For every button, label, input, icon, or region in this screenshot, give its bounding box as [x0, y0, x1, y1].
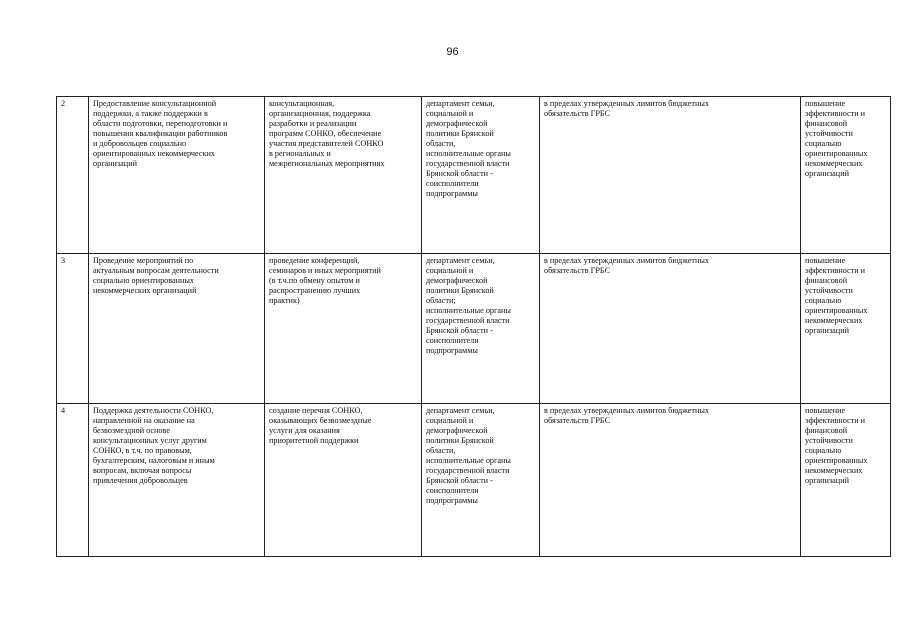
program-table — [56, 96, 891, 557]
row-number: 2 — [57, 97, 89, 254]
measure-result: повышение эффективности и финансовой устойчивости социально ориентированных некоммерческих организаций — [801, 97, 891, 254]
measure-name: Поддержка деятельности СОНКО, направленной на оказание на безвозмездной основе консультационных услуг другим СОНКО, в т.ч. по правовым, бухгалтерским, налоговым и иным вопросам, включая вопросы привлечения добровольцев — [89, 404, 265, 557]
measure-name: Проведение мероприятий по актуальным вопросам деятельности социально ориентированных некоммерческих организаций — [89, 254, 265, 404]
measure-executor: департамент семьи, социальной и демографической политики Брянской области; исполнительные органы государственной власти Брянской области - соисполнители подпрограммы — [422, 254, 540, 404]
measure-result: повышение эффективности и финансовой устойчивости социально ориентированных некоммерческих организаций — [801, 254, 891, 404]
measure-result: повышение эффективности и финансовой устойчивости социально ориентированных некоммерческих организаций — [801, 404, 891, 557]
measure-funding: в пределах утвержденных лимитов бюджетных обязательств ГРБС — [540, 97, 801, 254]
table-row — [57, 97, 891, 254]
measure-activity: консультационная, организационная, поддержка разработки и реализации программ СОНКО, обеспечение участия представителей СОНКО в региональных и межрегиональных мероприятиях — [265, 97, 422, 254]
measure-funding: в пределах утвержденных лимитов бюджетных обязательств ГРБС — [540, 254, 801, 404]
table-row — [57, 254, 891, 404]
row-number: 4 — [57, 404, 89, 557]
measure-activity: создание перечня СОНКО, оказывающих безвозмездные услуги для оказания приоритетной поддержки — [265, 404, 422, 557]
page-number: 96 — [446, 46, 459, 58]
measure-name: Предоставление консультационной поддержки, а также поддержки в области подготовки, переподготовки и повышения квалификации работников и добровольцев социально ориентированных некоммерческих организаций — [89, 97, 265, 254]
measure-executor: департамент семьи, социальной и демографической политики Брянской области, исполнительные органы государственной власти Брянской области - соисполнители подпрограммы — [422, 404, 540, 557]
row-number: 3 — [57, 254, 89, 404]
measure-activity: проведение конференций, семинаров и иных мероприятий (в т.ч.по обмену опытом и распространению лучших практик) — [265, 254, 422, 404]
measure-funding: в пределах утвержденных лимитов бюджетных обязательств ГРБС — [540, 404, 801, 557]
measure-executor: департамент семьи, социальной и демографической политики Брянской области, исполнительные органы государственной власти Брянской области - соисполнители подпрограммы — [422, 97, 540, 254]
table-row — [57, 404, 891, 557]
